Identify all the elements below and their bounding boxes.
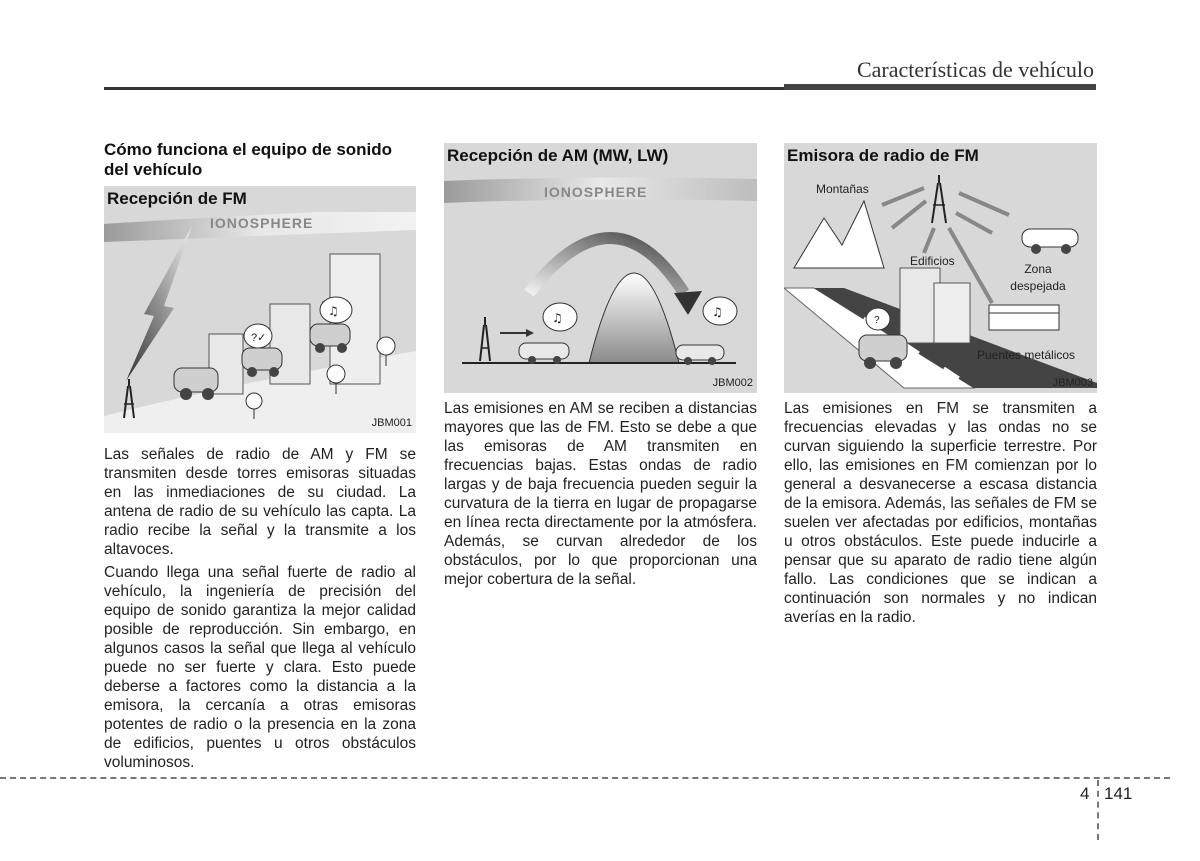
footer-divider bbox=[1097, 780, 1099, 840]
speech-bubble-icon bbox=[244, 324, 272, 348]
column-2 bbox=[444, 140, 757, 593]
body-paragraph: Las emisiones en AM se reciben a distancias mayores que las de FM. Esto se debe a que las emisoras de AM transmiten en frecuencias bajas. Estas ondas de radio largas y de baja frecuencia pueden seguir la curvatura de la tierra en lugar de propagarse en línea recta directamente por la atmósfera. Además, se curvan alrededor de los obstáculos, por lo que proporcionan una mejor cobertura de la señal. bbox=[444, 400, 757, 588]
open-zone-label: Zona bbox=[1024, 262, 1052, 276]
footer-rule bbox=[0, 777, 1170, 779]
section-number: 4 bbox=[1080, 784, 1090, 803]
speech-bubble-icon bbox=[866, 308, 890, 330]
fm-reception-figure bbox=[104, 186, 416, 433]
svg-text:♫: ♫ bbox=[328, 304, 339, 318]
bridge-icon bbox=[989, 305, 1059, 330]
car-icon bbox=[519, 343, 569, 364]
ionosphere-label: IONOSPHERE bbox=[544, 184, 648, 200]
svg-text:♫: ♫ bbox=[552, 311, 563, 325]
header-rule-accent bbox=[784, 84, 1096, 90]
mountains-label: Montañas bbox=[816, 182, 869, 196]
music-bubble-icon bbox=[320, 297, 352, 323]
column-1 bbox=[104, 140, 416, 776]
figure-caption: Recepción de AM (MW, LW) bbox=[444, 143, 757, 169]
column-3 bbox=[784, 140, 1097, 631]
svg-text:?✓: ?✓ bbox=[251, 332, 267, 344]
music-bubble-icon bbox=[543, 303, 577, 331]
fm-reception-illustration bbox=[104, 186, 416, 433]
figure-caption: Recepción de FM bbox=[104, 186, 416, 212]
figure-id: JBM003 bbox=[1052, 377, 1093, 389]
buildings-label: Edificios bbox=[910, 254, 955, 268]
am-reception-illustration bbox=[444, 143, 757, 393]
ionosphere-label: IONOSPHERE bbox=[210, 215, 314, 231]
fm-station-illustration bbox=[784, 143, 1097, 393]
radio-tower-icon bbox=[932, 175, 946, 223]
figure-id: JBM001 bbox=[371, 417, 412, 429]
page-header-title: Características de vehículo bbox=[856, 57, 1094, 82]
car-icon bbox=[242, 348, 282, 377]
figure-id: JBM002 bbox=[712, 377, 753, 389]
section-heading: Cómo funciona el equipo de sonido del vehículo bbox=[104, 140, 393, 179]
music-bubble-icon bbox=[703, 297, 737, 325]
open-zone-label-2: despejada bbox=[1010, 279, 1066, 293]
car-icon bbox=[1022, 229, 1078, 254]
body-paragraph: Las señales de radio de AM y FM se transmiten desde torres emisoras situadas en las inmediaciones de su ciudad. La antena de radio de su vehículo las capta. La radio recibe la señal y la transmite a los altavoces. bbox=[104, 446, 416, 558]
svg-text:?: ? bbox=[874, 315, 880, 326]
radio-tower-icon bbox=[480, 317, 490, 361]
svg-text:♫: ♫ bbox=[712, 305, 723, 319]
body-paragraph: Las emisiones en FM se transmiten a frecuencias elevadas y las ondas no se curvan siguiendo la superficie terrestre. Por ello, las emisiones en FM comienzan por lo general a desvanecerse a escasa distancia de la emisora. Además, las señales de FM se suelen ver afectadas por edificios, montañas u otros obstáculos. Este puede inducirle a pensar que su aparato de radio tiene algún fallo. Las condiciones que se indican a continuación son normales y no indican averías en la radio. bbox=[784, 400, 1097, 626]
fm-station-figure bbox=[784, 143, 1097, 393]
bridges-label: Puentes metálicos bbox=[977, 348, 1076, 362]
am-reception-figure bbox=[444, 143, 757, 393]
body-paragraph: Cuando llega una señal fuerte de radio al vehículo, la ingeniería de precisión del equipo de sonido garantiza la mejor calidad posible de reproducción. Sin embargo, en algunos casos la señal que llega al vehículo puede no ser fuerte y clara. Esto puede deberse a factores como la distancia a la emisora, la cercanía a otras emisoras potentes de radio o la presencia en la zona de edificios, puentes u otros obstáculos voluminosos. bbox=[104, 564, 416, 771]
page-number: 141 bbox=[1104, 784, 1133, 803]
figure-caption: Emisora de radio de FM bbox=[784, 143, 1097, 169]
